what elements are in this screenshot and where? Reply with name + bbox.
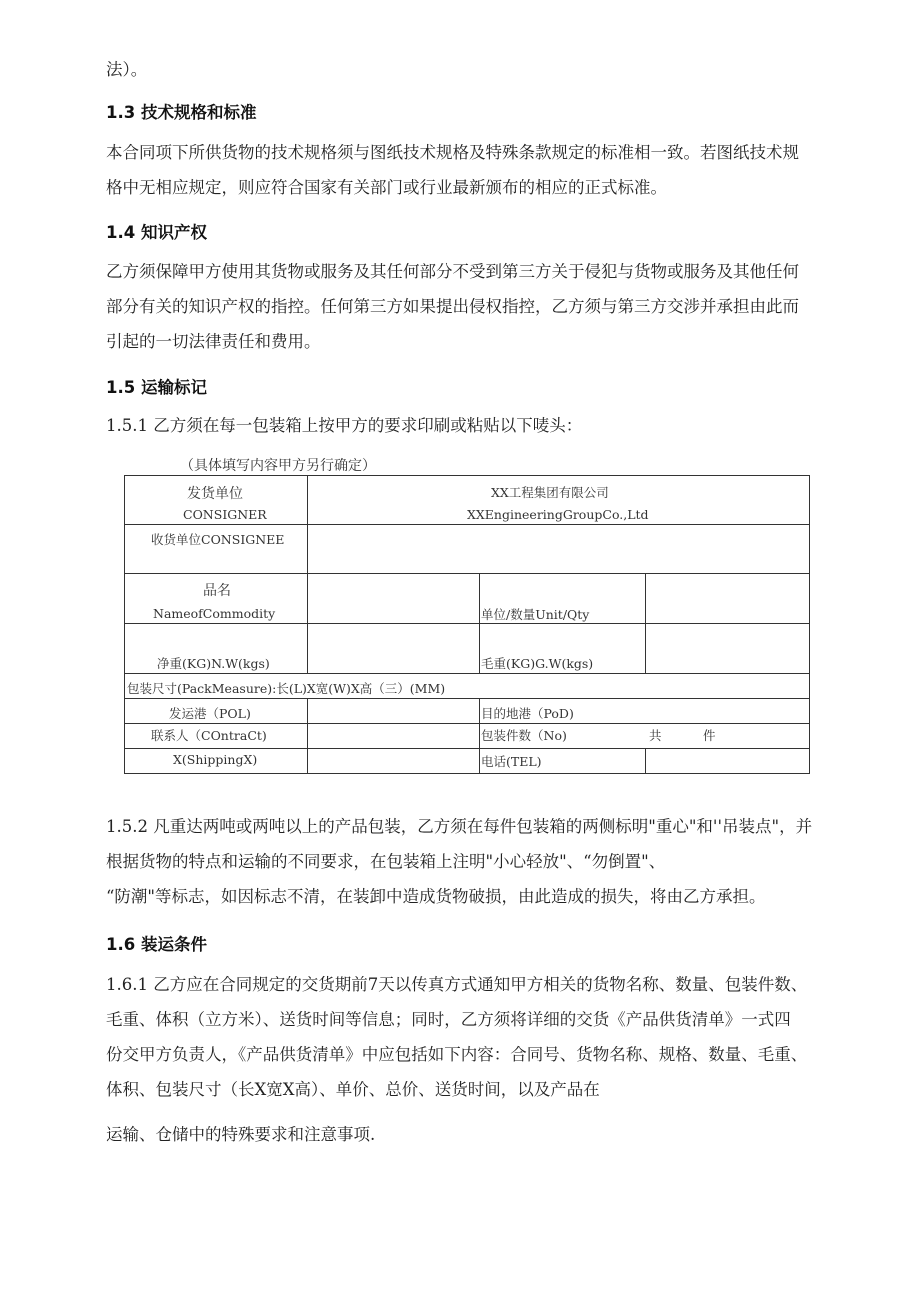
package-gong: 共 — [649, 728, 662, 743]
contact-label: 联系人（COntraCt) — [151, 728, 267, 743]
net-weight-label: 净重(KG)N.W(kgs) — [157, 656, 270, 671]
para-1-5-1: 1.5.1 乙方须在每一包装箱上按甲方的要求印刷或粘贴以下唛头： — [106, 416, 583, 435]
heading-1-4: 1.4 知识产权 — [106, 223, 207, 242]
consignee-label: 收货单位CONSIGNEE — [151, 532, 285, 547]
pol-label: 发运港（POL) — [169, 706, 251, 721]
shipping-label: X(ShippingX) — [173, 752, 258, 767]
pod-label: 目的地港（PoD) — [481, 706, 574, 721]
commodity-en: NameofCommodity — [153, 606, 276, 621]
para-1-5-2-line2: 根据货物的特点和运输的不同要求，在包装箱上注明"小心轻放"、“勿倒置"、 — [106, 852, 666, 871]
para-1-6-1-last: 运输、仓储中的特殊要求和注意事项. — [106, 1125, 376, 1144]
commodity-cn: 品名 — [203, 583, 231, 599]
para-1-4-line3: 引起的一切法律责任和费用。 — [106, 332, 321, 351]
para-1-4-line2: 部分有关的知识产权的指控。任何第三方如果提出侵权指控，乙方须与第三方交涉并承担由此而 — [106, 297, 799, 316]
para-1-3-line2: 格中无相应规定，则应符合国家有关部门或行业最新颁布的相应的正式标准。 — [106, 178, 667, 197]
heading-1-3: 1.3 技术规格和标准 — [106, 103, 257, 122]
tel-label: 电话(TEL) — [481, 754, 542, 769]
gross-weight-label: 毛重(KG)G.W(kgs) — [481, 656, 594, 671]
consigner-value-en: XXEngineeringGroupCo.,Ltd — [467, 507, 649, 522]
prev-line: 法）。 — [106, 60, 148, 79]
package-no-label: 包装件数（No) — [481, 728, 567, 743]
para-1-6-1-line1: 1.6.1 乙方应在合同规定的交货期前7天以传真方式通知甲方相关的货物名称、数量、包装件数、 — [106, 975, 808, 994]
pack-measure-label: 包装尺寸(PackMeasure):长(L)X宽(W)X高（三）(MM) — [127, 681, 446, 696]
consigner-value-cn: XX工程集团有限公司 — [491, 485, 609, 500]
para-1-4-line1: 乙方须保障甲方使用其货物或服务及其任何部分不受到第三方关于侵犯与货物或服务及其他任何 — [106, 262, 799, 281]
package-jian: 件 — [703, 728, 716, 743]
para-1-6-1-line2: 毛重、体积（立方米）、送货时间等信息；同时，乙方须将详细的交货《产品供货清单》一式四 — [106, 1010, 791, 1029]
heading-1-6: 1.6 装运条件 — [106, 935, 207, 954]
para-1-6-1-line3: 份交甲方负责人，《产品供货清单》中应包括如下内容：合同号、货物名称、规格、数量、毛重、 — [106, 1045, 808, 1064]
para-1-3-line1: 本合同项下所供货物的技术规格须与图纸技术规格及特殊条款规定的标准相一致。若图纸技术规 — [106, 143, 799, 162]
table-note: （具体填写内容甲方另行确定） — [180, 458, 376, 474]
unit-qty-label: 单位/数量Unit/Qty — [481, 607, 590, 622]
para-1-6-1-line4: 体积、包装尺寸（长X宽X高）、单价、总价、送货时间，以及产品在 — [106, 1080, 600, 1099]
heading-1-5: 1.5 运输标记 — [106, 378, 207, 397]
consigner-cn: 发货单位 — [187, 486, 243, 502]
para-1-5-2-line1: 1.5.2 凡重达两吨或两吨以上的产品包装，乙方须在每件包装箱的两侧标明"重心"和''吊装点"，并 — [106, 817, 813, 836]
para-1-5-2-line3: “防潮"等标志，如因标志不清，在装卸中造成货物破损，由此造成的损失，将由乙方承担。 — [106, 887, 766, 906]
shipping-mark-table — [124, 475, 810, 774]
consigner-en: CONSIGNER — [183, 507, 267, 522]
